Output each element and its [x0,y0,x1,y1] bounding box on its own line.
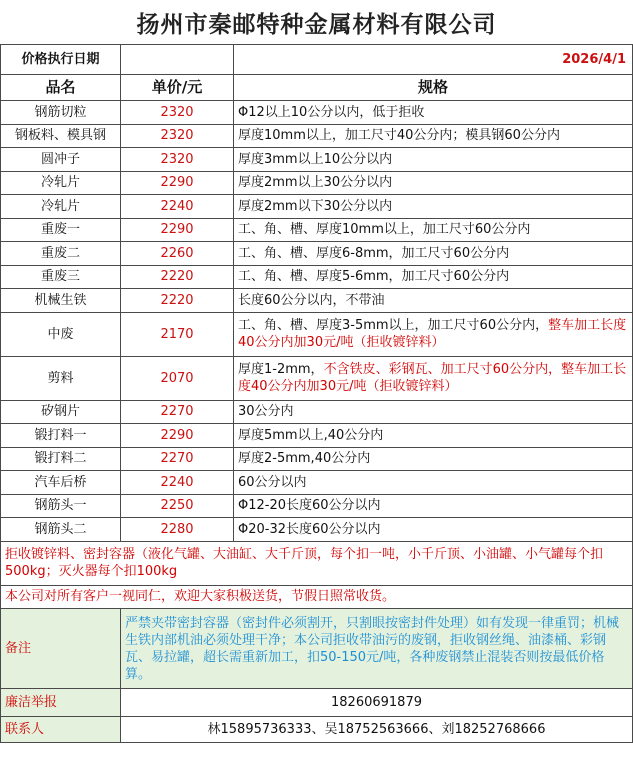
spec-text: 工、角、槽、厚度5-6mm，加工尺寸60公分内 [238,269,510,285]
table-row [1,289,633,313]
item-name: 重废三 [1,265,121,289]
item-name: 汽车后桥 [1,471,121,495]
item-price: 2250 [121,494,234,518]
table-row [1,148,633,172]
item-spec [234,424,633,448]
header-row [1,75,633,101]
item-spec [234,518,633,542]
table-row [1,471,633,495]
remark-highlight: 严禁夹带密封容器（密封件必须割开，只割眼按密封件处理） [125,615,477,631]
report-phone: 18260691879 [121,689,633,717]
table-row [1,171,633,195]
item-price: 2320 [121,124,234,148]
table-row [1,424,633,448]
date-label: 价格执行日期 [1,45,121,75]
item-name: 钢筋头一 [1,494,121,518]
remarks-content [121,609,633,689]
date-spacer [121,45,234,75]
remarks-label: 备注 [1,609,121,689]
header-price: 单价/元 [121,75,234,101]
date-value: 2026/4/1 [234,45,633,75]
notice-galvanized-row [1,541,633,585]
item-price: 2240 [121,195,234,219]
item-name: 机械生铁 [1,289,121,313]
remark-body [125,615,628,683]
item-spec [234,400,633,424]
table-row [1,124,633,148]
item-price: 2260 [121,242,234,266]
table-row [1,312,633,356]
table-row [1,101,633,125]
item-price: 2290 [121,171,234,195]
item-spec [234,265,633,289]
item-name: 圆冲子 [1,148,121,172]
item-price: 2280 [121,518,234,542]
remarks-row [1,609,633,689]
item-price: 2270 [121,400,234,424]
notice-galvanized: 拒收镀锌料、密封容器（液化气罐、大油缸、大千斤顶，每个扣一吨，小千斤顶、小油罐、小气罐每个扣500kg；灭火器每个扣100kg [1,541,633,585]
item-price: 2320 [121,148,234,172]
item-price: 2240 [121,471,234,495]
header-spec: 规格 [234,75,633,101]
table-row [1,218,633,242]
table-row [1,400,633,424]
table-row [1,265,633,289]
item-name: 钢筋切粒 [1,101,121,125]
item-price: 2290 [121,424,234,448]
item-spec [234,447,633,471]
item-price: 2290 [121,218,234,242]
item-spec [234,289,633,313]
item-name: 锻打料一 [1,424,121,448]
item-price: 2220 [121,289,234,313]
spec-text: 工、角、槽、厚度3-5mm以上，加工尺寸60公分内， [238,318,549,333]
item-name: 剪料 [1,356,121,400]
contact-phones: 林15895736333、吴18752563666、刘18252768666 [121,717,633,743]
item-spec [234,218,633,242]
item-name: 锻打料二 [1,447,121,471]
header-name: 品名 [1,75,121,101]
item-spec [234,471,633,495]
table-row [1,356,633,400]
item-price: 2270 [121,447,234,471]
date-row [1,45,633,75]
price-table [0,44,633,743]
item-spec [234,124,633,148]
spec-highlight: 整车加工长度40公分内加30元/吨（拒收镀锌料） [238,318,627,350]
table-row [1,494,633,518]
item-name: 重废二 [1,242,121,266]
item-spec [234,148,633,172]
spec-text: Φ12以上10公分以内，低于拒收 [238,104,425,120]
table-row [1,518,633,542]
spec-text: 长度60公分以内，不带油 [238,292,385,308]
spec-text: Φ20-32长度60公分以内 [238,521,381,537]
company-title: 扬州市秦邮特种金属材料有限公司 [136,10,497,38]
table-row [1,447,633,471]
spec-text: 厚度1-2mm， [238,362,324,377]
contact-row [1,717,633,743]
spec-text: 厚度5mm以上,40公分内 [238,427,384,443]
item-price: 2170 [121,312,234,356]
table-row [1,195,633,219]
item-name: 矽钢片 [1,400,121,424]
item-spec [234,171,633,195]
item-spec [234,494,633,518]
notice-customers-row [1,585,633,609]
item-price: 2320 [121,101,234,125]
item-name: 冷轧片 [1,171,121,195]
item-price: 2220 [121,265,234,289]
spec-text: 厚度2mm以上30公分以内 [238,175,393,191]
spec-text: 30公分内 [238,404,294,420]
spec-text: 60公分以内 [238,474,307,490]
spec-text: 厚度2-5mm,40公分内 [238,451,371,467]
remark-text: 如有发现一律重罚；机械生铁内部机油必须处理干净；本公司拒收带油污的废钢，拒收钢丝绳、油漆桶、彩钢瓦、易拉罐，超长需重新加工，扣50-150元/吨，各种废钢禁止混装否则按最低价格算。 [125,615,620,682]
spec-highlight: 不含铁皮、彩钢瓦、加工尺寸60公分内，整车加工长度40公分内加30元/吨（拒收镀锌料） [238,362,627,394]
report-label: 廉洁举报 [1,689,121,717]
item-name: 钢板料、模具钢 [1,124,121,148]
item-spec [234,356,633,400]
item-spec [234,101,633,125]
item-price: 2070 [121,356,234,400]
item-name: 重废一 [1,218,121,242]
contact-label: 联系人 [1,717,121,743]
item-spec [234,312,633,356]
item-name: 中废 [1,312,121,356]
spec-text: 厚度10mm以上，加工尺寸40公分内；模具钢60公分内 [238,128,560,144]
report-row [1,689,633,717]
spec-text: 厚度3mm以上10公分以内 [238,151,393,167]
item-spec [234,242,633,266]
table-row [1,242,633,266]
item-spec [234,195,633,219]
item-name: 冷轧片 [1,195,121,219]
notice-customers: 本公司对所有客户一视同仁，欢迎大家积极送货，节假日照常收货。 [1,585,633,609]
spec-text: 厚度2mm以下30公分以内 [238,198,393,214]
item-name: 钢筋头二 [1,518,121,542]
spec-text: Φ12-20长度60公分以内 [238,498,381,514]
spec-text: 工、角、槽、厚度10mm以上，加工尺寸60公分内 [238,222,531,238]
spec-text: 工、角、槽、厚度6-8mm，加工尺寸60公分内 [238,245,510,261]
